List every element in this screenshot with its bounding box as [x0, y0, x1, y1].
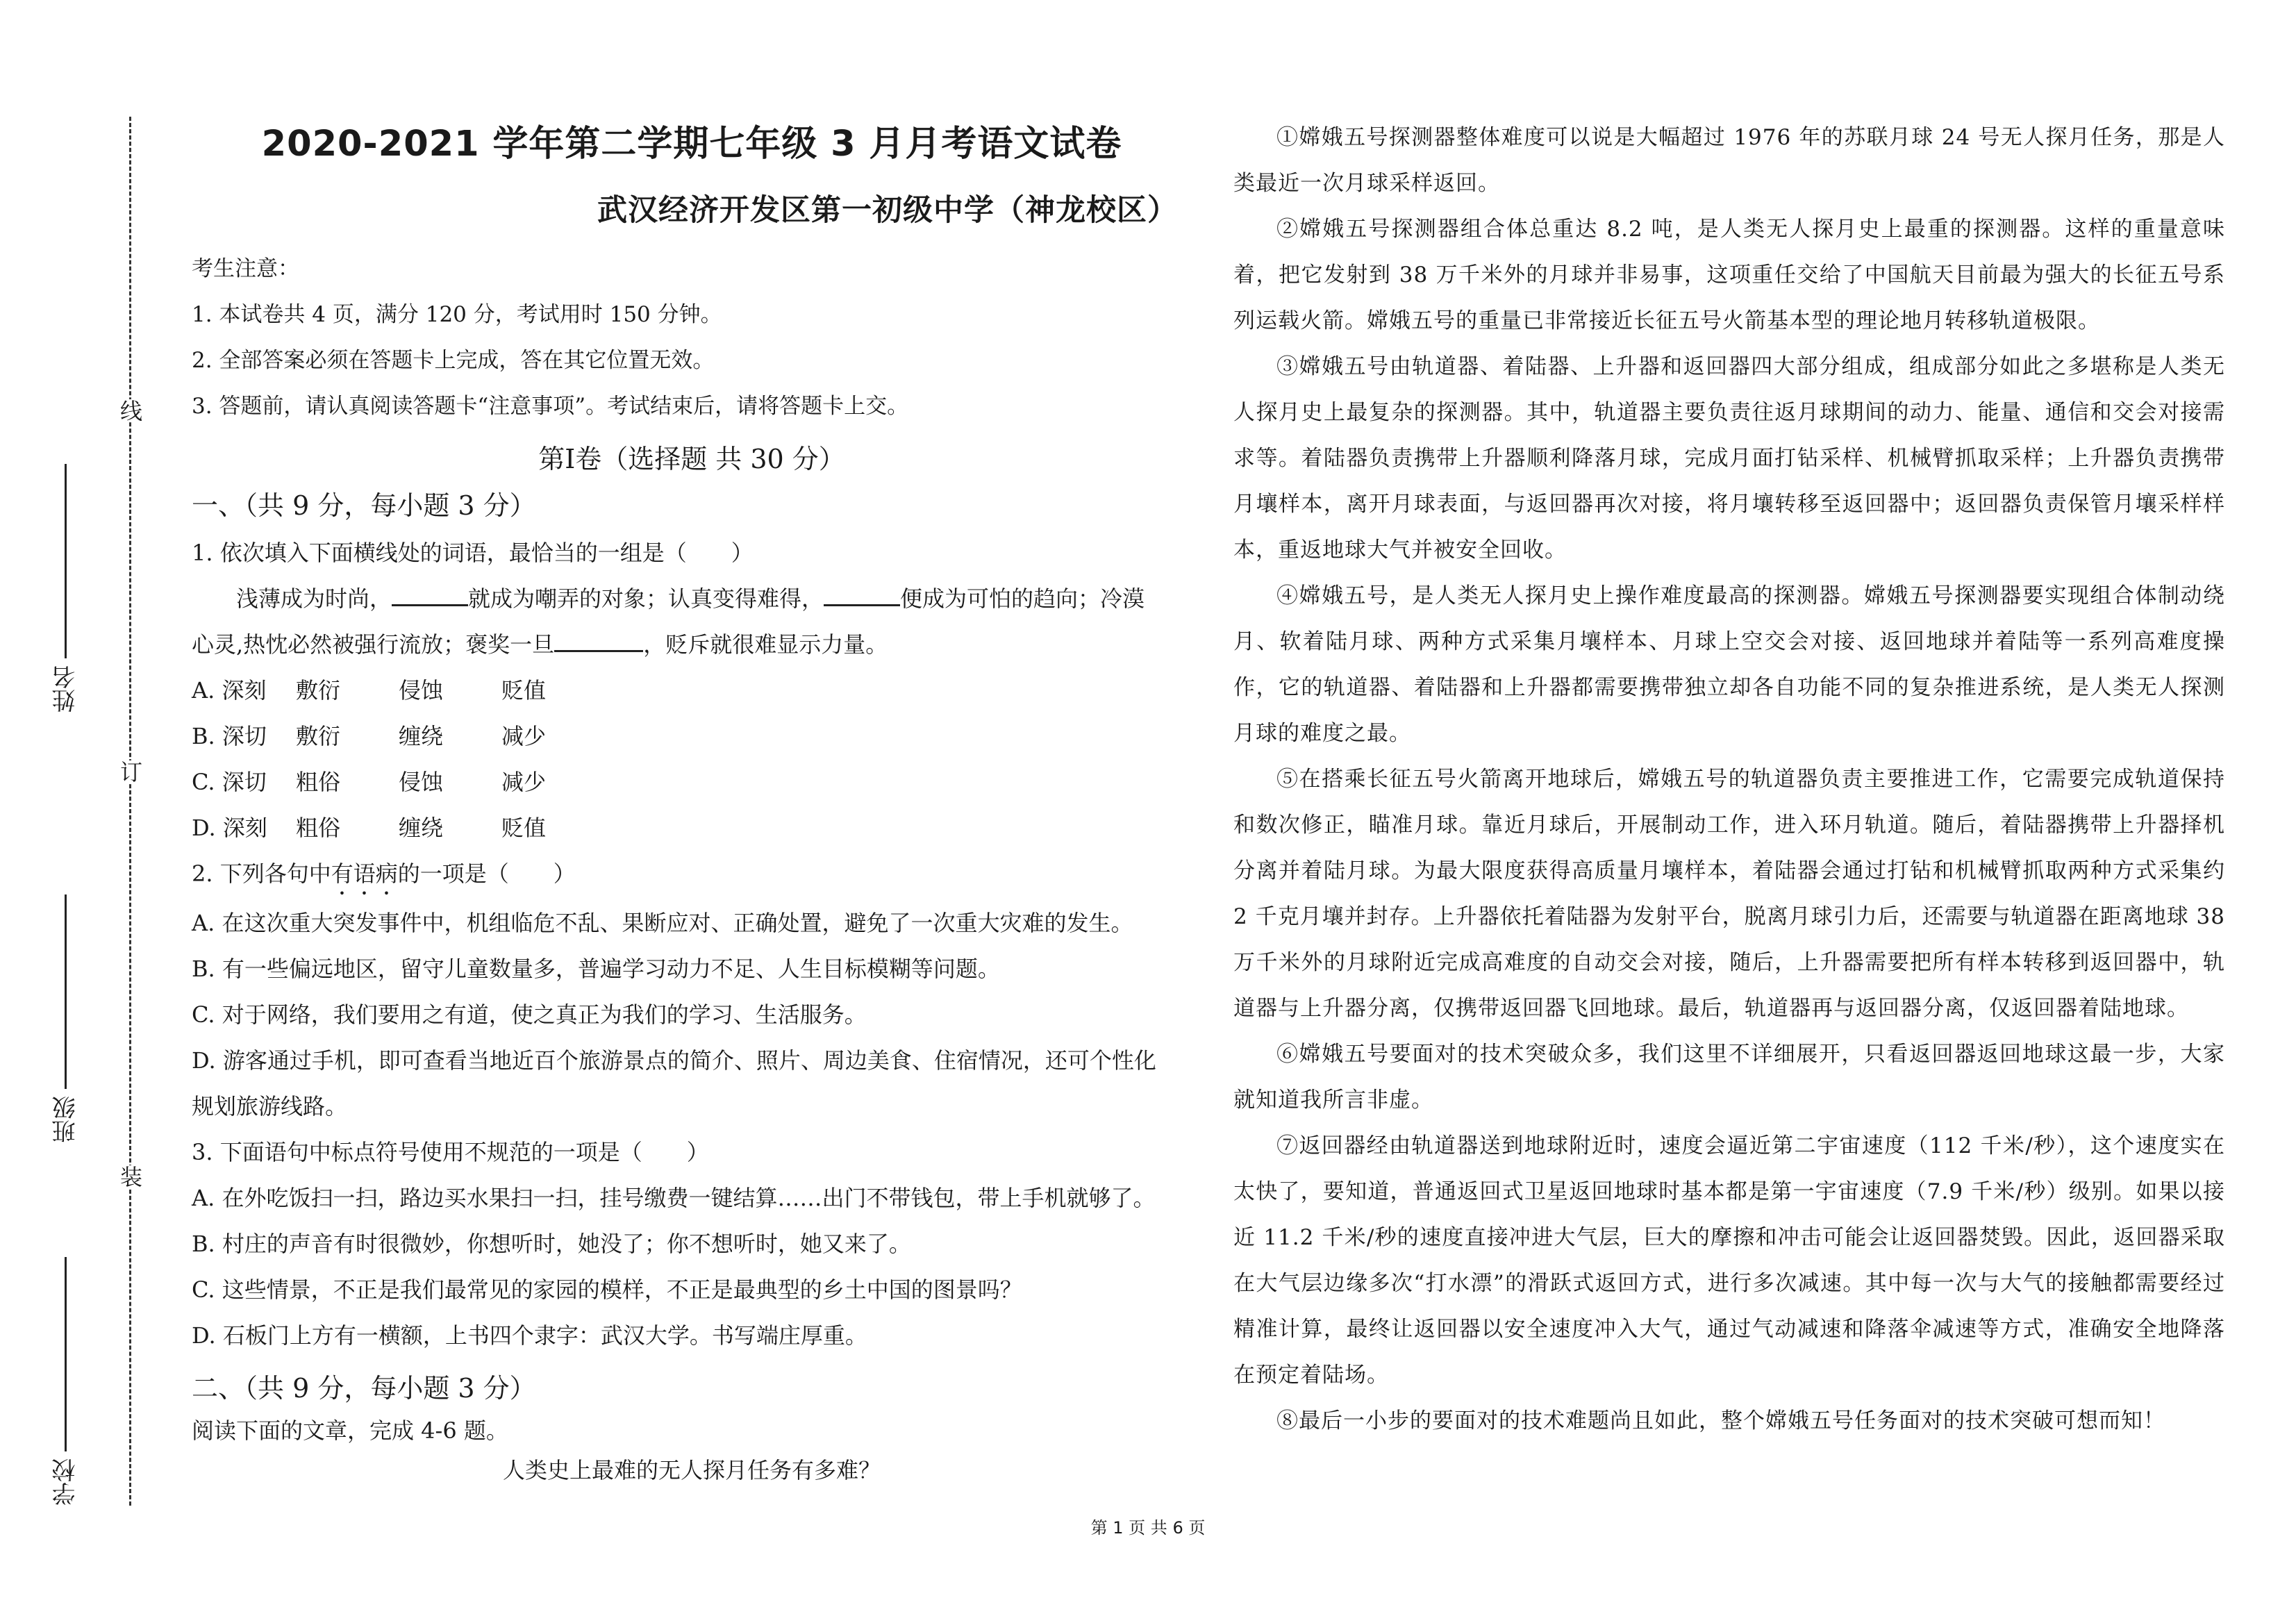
question-2-option-d: D. 游客通过手机，即可查看当地近百个旅游景点的简介、照片、周边美食、住宿情况，还可个性化 — [192, 1047, 1156, 1074]
question-3-option-a: A. 在外吃饭扫一扫，路边买水果扫一扫，挂号缴费一键结算……出门不带钱包，带上手机就够了。 — [192, 1185, 1156, 1211]
blank-3 — [554, 629, 643, 652]
school-line — [65, 1257, 67, 1451]
question-3-stem: 3. 下面语句中标点符号使用不规范的一项是（ ） — [192, 1139, 709, 1165]
question-2-option-d-cont: 规划旅游线路。 — [192, 1093, 348, 1120]
article-paragraph-3: ③嫦娥五号由轨道器、着陆器、上升器和返回器四大部分组成，组成部分如此之多堪称是人类无人探月史上最复杂的探测器。其中，轨道器主要负责往返月球期间的动力、能量、通信和交会对接需求等。着陆器负责携带上升器顺利降落月球，完成月面打钻采样、机械臂抓取采样；上升器负责携带月壤样本，离开月球表面，与返回器再次对接，将月壤转移至返回器中；返回器负责保管月壤采样样本，重返地球大气并被安全回收。 — [1233, 354, 2225, 563]
school-name: 武汉经济开发区第一初级中学（神龙校区） — [597, 193, 1178, 228]
question-1-option-d: D. 深刻 粗俗 缠绕 贬值 — [192, 815, 547, 841]
school-label: 学校 — [52, 1458, 80, 1506]
notes-item: 1. 本试卷共 4 页，满分 120 分，考试用时 150 分钟。 — [192, 302, 722, 327]
question-3-option-c: C. 这些情景，不正是我们最常见的家园的模样，不正是最典型的乡土中国的图景吗？ — [192, 1276, 1022, 1303]
question-2-stem: 2. 下列各句中有语病的一项是（ ） — [192, 860, 576, 887]
article-paragraph-7: ⑦返回器经由轨道器送到地球附近时，速度会逼近第二宇宙速度（112 千米/秒），这个速度实在太快了，要知道，普通返回式卫星返回地球时基本都是第一宇宙速度（7.9 千米/秒）级别。如果以接近 11.2 千米/秒的速度直接冲进大气层，巨大的摩擦和冲击可能会让返回器焚毁。因此，返回器采取在大气层边缘多次“打水漂”的滑跃式返回方式，进行多次减速。其中每一次与大气的接触都需要经过精准计算，最终让返回器以安全速度冲入大气，通过气动减速和降落伞减速等方式，准确安全地降落在预定着陆场。 — [1233, 1133, 2225, 1388]
cut-line — [129, 117, 131, 1506]
article-paragraph-6: ⑥嫦娥五号要面对的技术突破众多，我们这里不详细展开，只看返回器返回地球这最一步，大家就知道我所言非虚。 — [1233, 1042, 2225, 1113]
school-field — [49, 1257, 83, 1506]
notes-item: 3. 答题前，请认真阅读答题卡“注意事项”。考试结束后，请将答题卡上交。 — [192, 394, 909, 419]
question-2-option-c: C. 对于网络，我们要用之有道，使之真正为我们的学习、生活服务。 — [192, 1001, 867, 1028]
section-title: 一、（共 9 分，每小题 3 分） — [192, 490, 536, 521]
right-column — [1233, 115, 2225, 1444]
blank-1 — [392, 583, 468, 606]
question-1-stem: 1. 依次填入下面横线处的词语，最恰当的一组是（ ） — [192, 540, 754, 566]
exam-title: 2020-2021 学年第二学期七年级 3 月月考语文试卷 — [261, 124, 1122, 165]
binding-margin — [0, 0, 174, 1623]
class-field — [49, 894, 83, 1143]
article-paragraph-1: ①嫦娥五号探测器整体难度可以说是大幅超过 1976 年的苏联月球 24 号无人探月任务，那是人类最近一次月球采样返回。 — [1233, 125, 2225, 196]
question-1-passage: 浅薄成为时尚， 就成为嘲弄的对象；认真变得难得， 便成为可怕的趋向；冷漠 — [192, 576, 1192, 622]
name-line — [65, 464, 67, 658]
reading-instruction: 阅读下面的文章，完成 4-6 题。 — [192, 1417, 508, 1444]
name-field — [49, 464, 83, 713]
binding-mark-zhuang: 装 — [115, 1165, 146, 1188]
article-paragraph-2: ②嫦娥五号探测器组合体总重达 8.2 吨，是人类无人探月史上最重的探测器。这样的重量意味着，把它发射到 38 万千米外的月球并非易事，这项重任交给了中国航天目前最为强大的长征五号系列运载火箭。嫦娥五号的重量已非常接近长征五号火箭基本型的理论地月转移轨道极限。 — [1233, 217, 2225, 333]
question-3-option-b: B. 村庄的声音有时很微妙，你想听时，她没了；你不想听时，她又来了。 — [192, 1231, 911, 1257]
article-paragraph-4: ④嫦娥五号，是人类无人探月史上操作难度最高的探测器。嫦娥五号探测器要实现组合体制动绕月、软着陆月球、两种方式采集月壤样本、月球上空交会对接、返回地球并着陆等一系列高难度操作，它的轨道器、着陆器和上升器都需要携带独立却各自功能不同的复杂推进系统，是人类无人探测月球的难度之最。 — [1233, 583, 2225, 746]
binding-mark-xian: 线 — [115, 399, 146, 422]
question-1-option-a: A. 深刻 敷衍 侵蚀 贬值 — [192, 677, 547, 704]
question-3-option-d: D. 石板门上方有一横额，上书四个隶字：武汉大学。书写端庄厚重。 — [192, 1322, 867, 1349]
part-title: 第Ⅰ卷（选择题 共 30 分） — [538, 444, 845, 474]
question-1-option-b: B. 深切 敷衍 缠绕 减少 — [192, 723, 547, 749]
notes-heading: 考生注意： — [192, 256, 299, 281]
section-title: 二、（共 9 分，每小题 3 分） — [192, 1373, 536, 1404]
exam-notes — [192, 246, 1192, 429]
article-title: 人类史上最难的无人探月任务有多难？ — [502, 1457, 881, 1483]
blank-2 — [824, 583, 900, 606]
name-label: 姓名 — [52, 665, 80, 713]
page-number: 第 1 页 共 6 页 — [1090, 1518, 1206, 1538]
class-line — [65, 894, 67, 1089]
question-1-passage: 心灵,热忱必然被强行流放；褒奖一旦 ，贬斥就很难显示力量。 — [192, 622, 1192, 667]
class-label: 班级 — [52, 1096, 80, 1143]
question-2-option-a: A. 在这次重大突发事件中，机组临危不乱、果断应对、正确处置，避免了一次重大灾难的发生。 — [192, 910, 1133, 936]
left-column — [192, 115, 1192, 1485]
article-paragraph-8: ⑧最后一小步的要面对的技术难题尚且如此，整个嫦娥五号任务面对的技术突破可想而知！ — [1276, 1408, 2165, 1433]
binding-mark-ding: 订 — [115, 760, 146, 783]
article-paragraph-5: ⑤在搭乘长征五号火箭离开地球后，嫦娥五号的轨道器负责主要推进工作，它需要完成轨道保持和数次修正，瞄准月球。靠近月球后，开展制动工作，进入环月轨道。随后，着陆器携带上升器择机分离并着陆月球。为最大限度获得高质量月壤样本，着陆器会通过打钻和机械臂抓取两种方式采集约 2 千克月壤并封存。上升器依托着陆器为发射平台，脱离月球引力后，还需要与轨道器在距离地球 38 万千米外的月球附近完成高难度的自动交会对接，随后，上升器需要把所有样本转移到返回器中，轨道器与上升器分离，仅携带返回器飞回地球。最后，轨道器再与返回器分离，仅返回器着陆地球。 — [1233, 767, 2225, 1021]
question-1-option-c: C. 深切 粗俗 侵蚀 减少 — [192, 769, 547, 795]
question-2-option-b: B. 有一些偏远地区，留守儿童数量多，普遍学习动力不足、人生目标模糊等问题。 — [192, 956, 1000, 982]
emphasis-text: 有语病 — [331, 860, 398, 887]
notes-item: 2. 全部答案必须在答题卡上完成，答在其它位置无效。 — [192, 348, 715, 373]
